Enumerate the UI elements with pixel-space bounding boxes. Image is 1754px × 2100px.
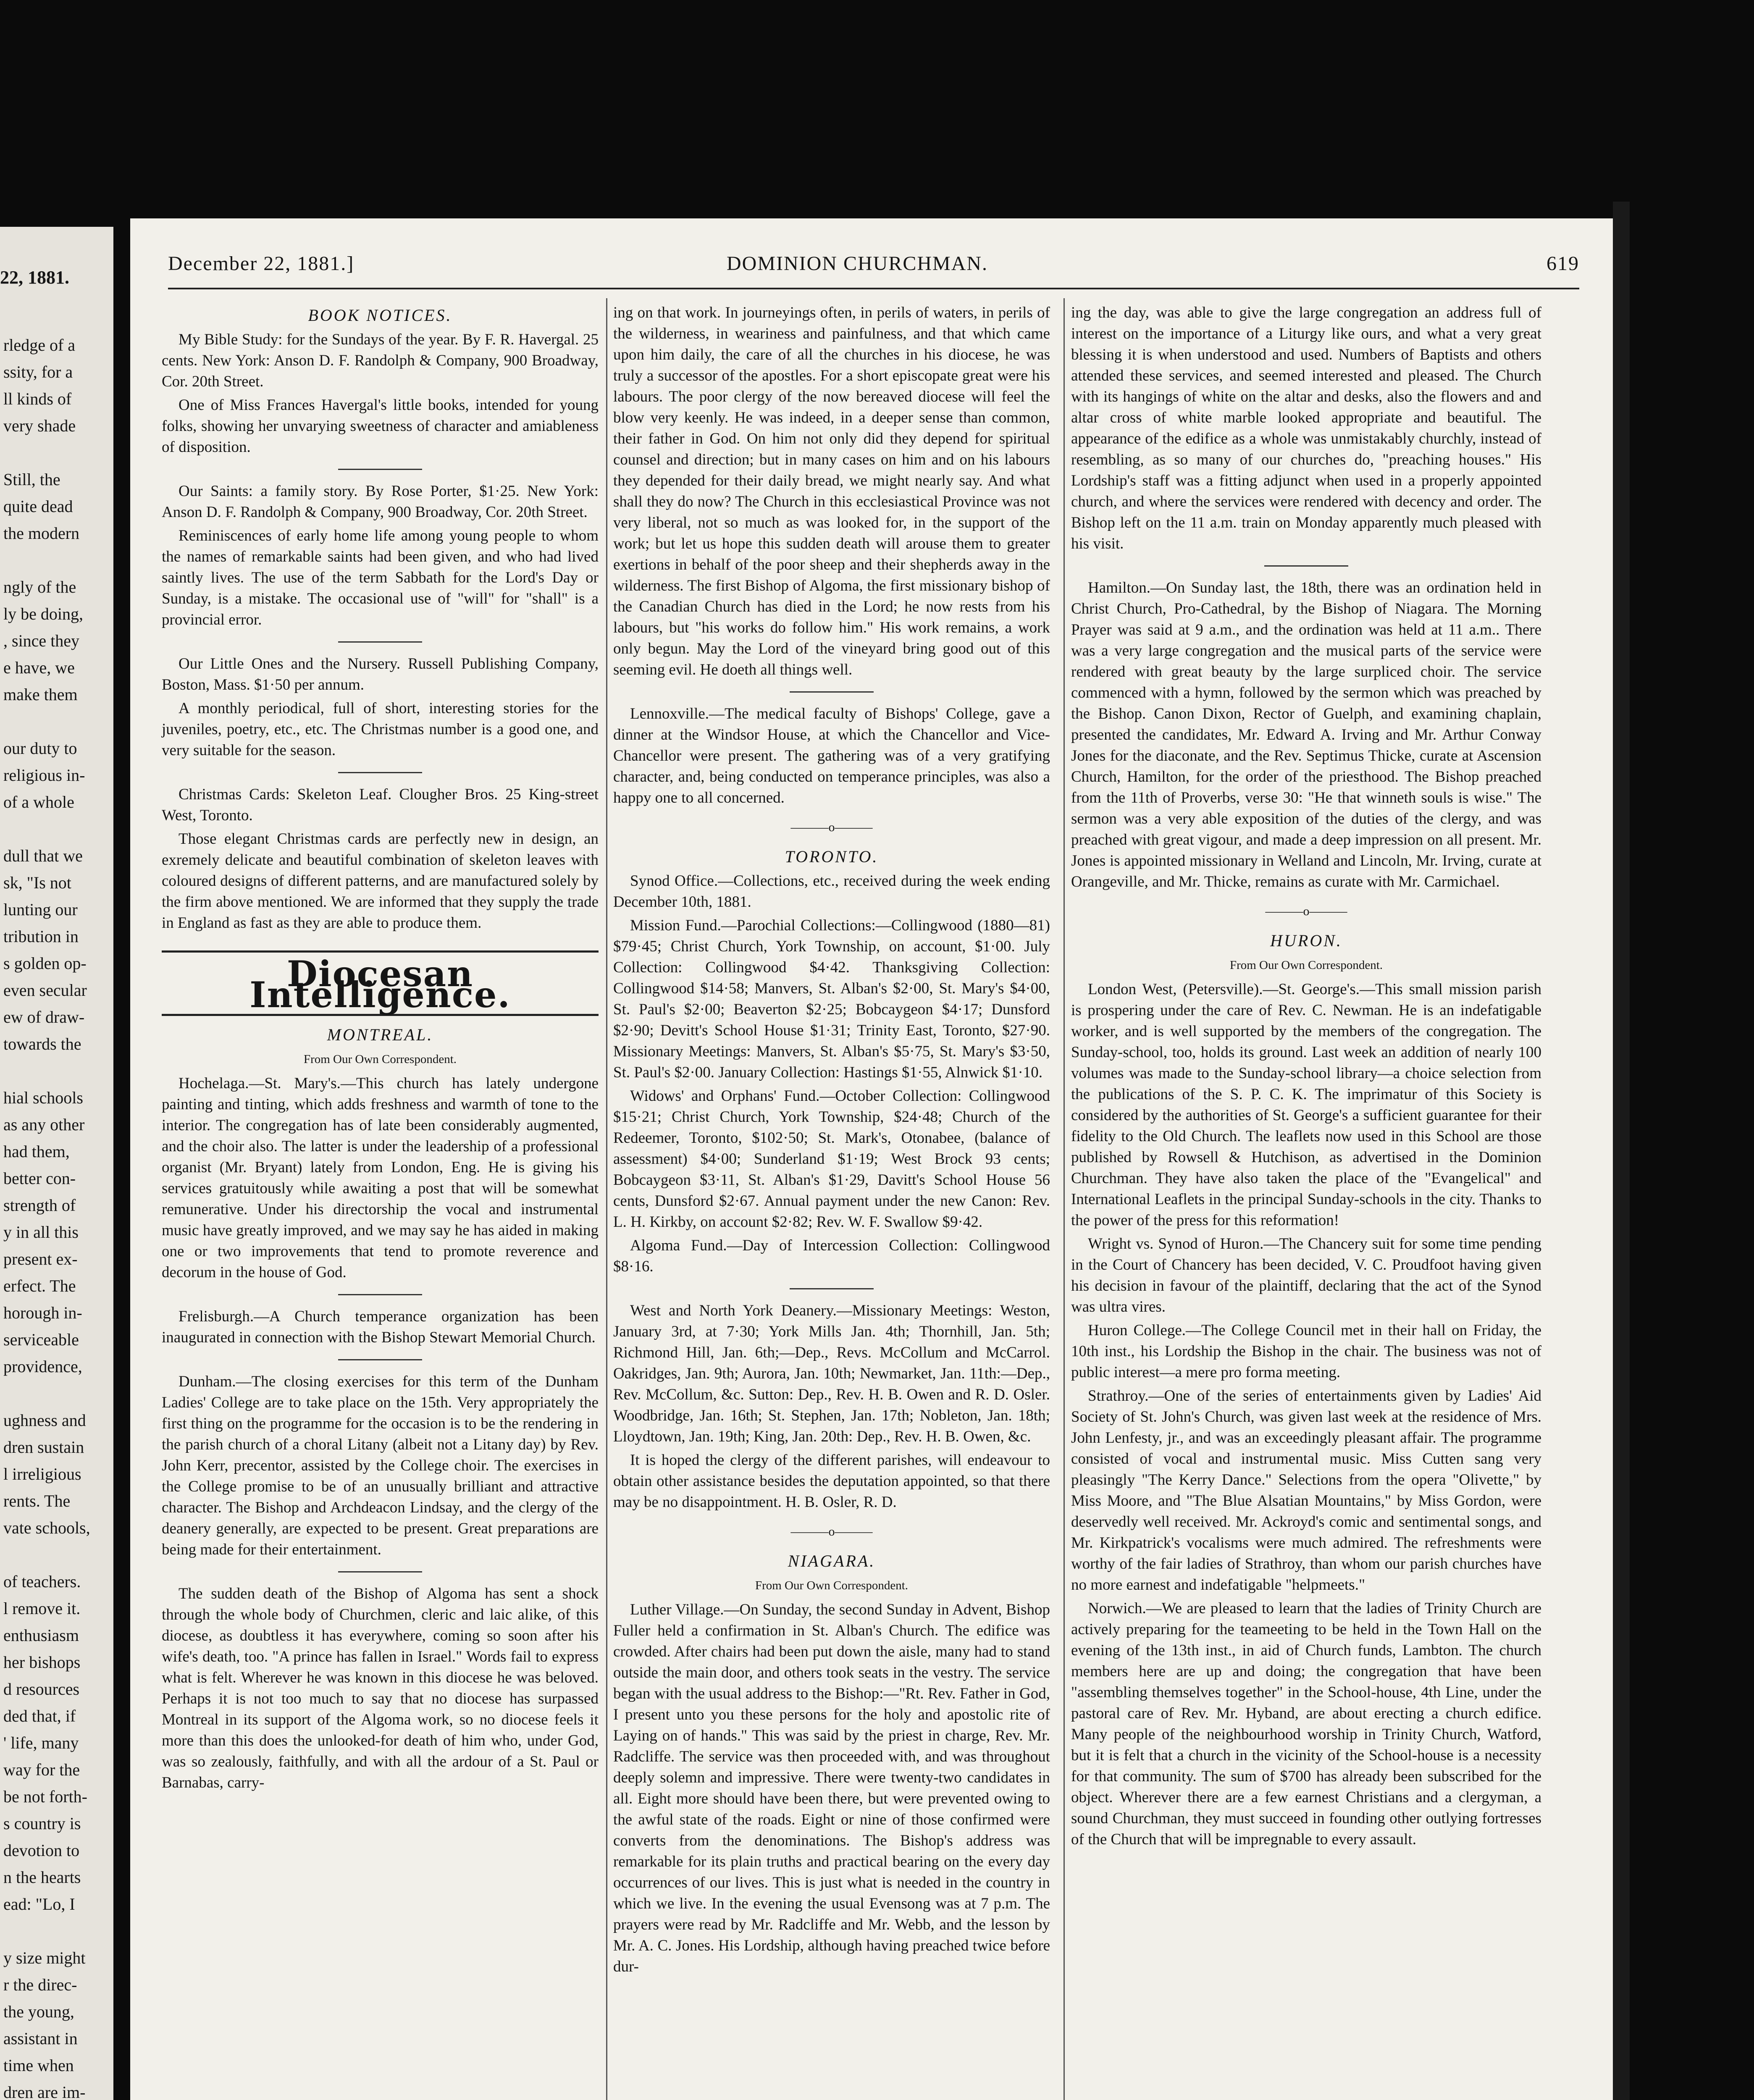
- adjacent-page-line: [3, 1918, 113, 1945]
- adjacent-page-line: her bishops: [3, 1653, 81, 1672]
- adjacent-page-line: as any other: [3, 1115, 85, 1134]
- niagara-continuation: ing the day, was able to give the large congregation an address full of interest on the importance of a Liturgy like ours, and what a very great blessing it is when understood and used. Numbers of Baptists and others attended these services, and seemed interested and pleased. The Church with its hangings of white on the altar and desks, also the flowers and and altar cross of white marble looked appropriate and beautiful. The appearance of the edifice as a whole was unmistakably churchly, instead of resembling, as so many of our churches do, "preaching houses." His Lordship's staff was a fitting adjunct when used in a properly appointed church, and where the services were rendered with decency and order. The Bishop left on the 11 a.m. train on Monday apparently much pleased with his visit.: [1071, 304, 1541, 552]
- adjacent-page-line: sk, "Is not: [3, 873, 71, 892]
- adjacent-page-line: rents. The: [3, 1491, 71, 1510]
- page-number: 619: [1547, 252, 1579, 275]
- adjacent-page-line: vate schools,: [3, 1518, 90, 1537]
- adjacent-page-line: [3, 708, 113, 735]
- book-notice-heading: Our Saints: a family story. By Rose Porter, $1·25. New York: Anson D. F. Randolph & Company, 900 Broadway, Cor. 20th Street.: [162, 483, 599, 521]
- adjacent-page-line: , since they: [3, 631, 80, 650]
- book-notice-body: Reminiscences of early home life among young people to whom the names of remarkable saints had been given, and who had lived saintly lives. The use of the term Sabbath for the Lord's Day or Sunday, is a mistake. The occasional use of "will" for "shall" is a provincial error.: [162, 527, 599, 628]
- adjacent-page-line: lunting our: [3, 900, 78, 919]
- book-notice-heading: My Bible Study: for the Sundays of the year. By F. R. Havergal. 25 cents. New York: Anson D. F. Randolph & Company, 900 Broadway, Cor. 20th Street.: [162, 331, 599, 390]
- book-notice: [162, 784, 599, 934]
- adjacent-page-line: [3, 547, 113, 574]
- huron-byline: From Our Own Correspondent.: [1229, 958, 1383, 972]
- adjacent-page-line: [3, 439, 113, 466]
- adjacent-page-line: very shade: [3, 416, 76, 435]
- divider: [338, 1359, 422, 1360]
- adjacent-page-line: the modern: [3, 524, 80, 543]
- adjacent-page-line: better con-: [3, 1169, 76, 1188]
- algoma-continuation: ing on that work. In journeyings often, in perils of waters, in perils of the wilderness, in weariness and painfulness, and that which came upon him daily, the care of all the churches in his diocese, he was truly a successor of the apostles. For a short episcopate great were his labours. The poor clergy of the now bereaved diocese will feel the blow very keenly. He was indeed, in a deeper sense than common, their father in God. On him not only did they depend for spiritual counsel and direction; but in many cases on him and on his labours they depended for their daily bread, we might nearly say. And what shall they do now? The Church in this ecclesiastical Province was not very liberal, not so much as was looked for, in the support of the work; but let us hope this sudden death will arouse them to greater exertions in behalf of the poor sheep and their shepherds away in the wilderness. The first Bishop of Algoma, the first missionary bishop of the Canadian Church has died in the Lord; he now rests from his labours, but "his works do follow him." His work remains, a work only begun. May the Lord of the vineyard bring good out of this seeming evil. He doeth all things well.: [613, 304, 1050, 678]
- column-divider: [606, 298, 607, 2100]
- adjacent-page-line: ll kinds of: [3, 389, 72, 408]
- adjacent-page-line: make them: [3, 685, 78, 704]
- newspaper-page: [130, 218, 1613, 2100]
- adjacent-page-line: way for the: [3, 1760, 80, 1779]
- adjacent-page-line: even secular: [3, 981, 87, 1000]
- adjacent-page-line: ly be doing,: [3, 604, 83, 623]
- adjacent-page-text: [3, 332, 113, 2100]
- divider: [338, 1571, 422, 1572]
- book-notice: [162, 329, 599, 458]
- adjacent-page-line: time when: [3, 2056, 74, 2075]
- adjacent-page-line: y in all this: [3, 1223, 79, 1242]
- adjacent-page-line: ' life, many: [3, 1733, 79, 1752]
- adjacent-page-line: [3, 1380, 113, 1407]
- divider: [338, 469, 422, 470]
- adjacent-page-line: rledge of a: [3, 336, 76, 354]
- montreal-dunham: Dunham.—The closing exercises for this term of the Dunham Ladies' College are to take place on the 15th. Very appropriately the first thing on the programme for the occasion is to be the rendering in the parish church of a choral Litany (albeit not a Litany day) by Rev. John Kerr, precentor, assisted by the College choir. The exercises in the College promise to be of an unusually brilliant and attractive character. The Bishop and Archdeacon Lindsay, and the clergy of the deanery generally, are expected to be present. Great preparations are being made for their entertainment.: [162, 1373, 599, 1558]
- adjacent-page-line: providence,: [3, 1357, 82, 1376]
- section-ornament: ———o———: [1265, 904, 1347, 918]
- toronto-title: TORONTO.: [785, 847, 879, 866]
- column-3: [1071, 302, 1541, 1853]
- column-1: [162, 302, 599, 1796]
- adjacent-page-line: l remove it.: [3, 1599, 81, 1618]
- adjacent-page-line: religious in-: [3, 766, 85, 785]
- montreal-algoma: The sudden death of the Bishop of Algoma has sent a shock through the whole body of Churchmen, cleric and laic alike, of this diocese, as doubtless it has everywhere, coming so soon after his wife's death, too. "A prince has fallen in Israel." Words fail to express what is felt. Wherever he was known in this diocese he was beloved. Perhaps it is not too much to say that no diocese has surpassed Montreal in its support of the Algoma work, so no diocese feels it more than this does the unlooked-for death of him who, under God, was so zealously, faithfully, and with all the ardour of a St. Paul or Barnabas, carry-: [162, 1585, 599, 1791]
- adjacent-page-line: ew of draw-: [3, 1008, 85, 1026]
- montreal-title: MONTREAL.: [327, 1025, 433, 1044]
- divider: [338, 641, 422, 643]
- adjacent-page-line: n the hearts: [3, 1868, 81, 1887]
- toronto-synod-office: Synod Office.—Collections, etc., received during the week ending December 10th, 1881.: [613, 872, 1050, 911]
- adjacent-page-line: s golden op-: [3, 954, 87, 973]
- adjacent-page-line: strength of: [3, 1196, 76, 1215]
- adjacent-page-line: [3, 816, 113, 843]
- book-notice: [162, 654, 599, 761]
- book-notice-body: A monthly periodical, full of short, interesting stories for the juveniles, poetry, etc., etc. The Christmas number is a good one, and very suitable for the season.: [162, 700, 599, 759]
- running-head: [168, 252, 1579, 281]
- adjacent-page-strip: [0, 227, 113, 2100]
- niagara-title: NIAGARA.: [788, 1551, 876, 1570]
- huron-title: HURON.: [1270, 931, 1342, 950]
- montreal-hochelaga: Hochelaga.—St. Mary's.—This church has lately undergone painting and tinting, which adds freshness and warmth of tone to the interior. The congregation has of late been considerably augmented, and the choir also. The latter is under the leadership of a professional organist (Mr. Bryant) lately from London, Eng. He is giving his services gratuitously while awaiting a post that will be somewhat remunerative. Under his directorship the vocal and instrumental music have greatly improved, and we may say he has aided in making one or two improvements that tend to promote reverence and decorum in the house of God.: [162, 1075, 599, 1281]
- adjacent-page-line: serviceable: [3, 1330, 79, 1349]
- adjacent-page-header: 22, 1881.: [0, 267, 69, 288]
- adjacent-page-line: of teachers.: [3, 1572, 81, 1591]
- book-notice-body: One of Miss Frances Havergal's little books, intended for young folks, showing her unvarying sweetness of character and amiableness of disposition.: [162, 396, 599, 456]
- book-notice: [162, 481, 599, 630]
- adjacent-page-line: present ex-: [3, 1250, 78, 1268]
- adjacent-page-line: our duty to: [3, 739, 77, 758]
- header-rule: [168, 288, 1579, 289]
- toronto-mission-fund: Mission Fund.—Parochial Collections:—Collingwood (1880—81) $79·45; Christ Church, York Township, on account, $1·00. July Collection: Collingwood $4·42. Thanksgiving Collection: Collingwood $14·58; Manvers, St. Alban's $2·00, St. Mary's $4·00, St. Paul's $2·00; Beaverton $2·25; Bobcaygeon $4·17; Dunsford $2·90; Devitt's School House $1·31; Trinity East, Toronto, $27·90. Missionary Meetings: Manvers, St. Alban's $5·75, St. Mary's $3·50, St. Paul's $2·00. January Collection: Hastings $1·55, Alnwick $1·10.: [613, 917, 1050, 1081]
- adjacent-page-line: ngly of the: [3, 578, 76, 596]
- adjacent-page-line: hial schools: [3, 1088, 83, 1107]
- adjacent-page-line: dren sustain: [3, 1438, 84, 1457]
- huron-college: Huron College.—The College Council met in their hall on Friday, the 10th inst., his Lordship the Bishop in the chair. The business was not of public interest—a mere pro forma meeting.: [1071, 1322, 1541, 1381]
- adjacent-page-line: dull that we: [3, 846, 83, 865]
- column-divider: [1063, 298, 1065, 2100]
- toronto-deanery-note: It is hoped the clergy of the different parishes, will endeavour to obtain other assistance besides the deputation appointed, so that there may be no disappointment. H. B. Osler, R. D.: [613, 1452, 1050, 1511]
- adjacent-page-line: be not forth-: [3, 1787, 87, 1806]
- adjacent-page-line: devotion to: [3, 1841, 80, 1860]
- book-notice-body: Those elegant Christmas cards are perfectly new in design, an exremely delicate and beautiful combination of skeleton leaves with coloured designs of different patterns, and are manufactured solely by the firm above mentioned. We are informed that they supply the trade in England as fast as they are able to produce them.: [162, 830, 599, 932]
- toronto-algoma-fund: Algoma Fund.—Day of Intercession Collection: Collingwood $8·16.: [613, 1237, 1050, 1275]
- toronto-widows-fund: Widows' and Orphans' Fund.—October Collection: Collingwood $15·21; Christ Church, York Township, $24·48; Church of the Redeemer, Toronto, $102·50; St. Mark's, Otonabee, (balance of assessment) $4·00; Sunderland $1·19; West Brock 93 cents; Bobcaygeon $3·11, St. Alban's $1·29, Davitt's School House 56 cents, Dunsford $2·67. Annual payment under the new Canon: Rev. L. H. Kirkby, on account $2·82; Rev. W. F. Swallow $9·42.: [613, 1087, 1050, 1231]
- adjacent-page-line: y size might: [3, 1948, 86, 1967]
- adjacent-page-line: Still, the: [3, 470, 60, 489]
- divider: [338, 1294, 422, 1295]
- adjacent-page-line: tribution in: [3, 927, 79, 946]
- book-notices-title: BOOK NOTICES.: [308, 306, 452, 325]
- huron-london-west: London West, (Petersville).—St. George's.—This small mission parish is prospering under the care of Rev. C. Newman. He is an indefatigable worker, and is well supported by the members of the congregation. The Sunday-school, too, holds its ground. Last week an addition of nearly 100 volumes was made to the Sunday-school library—a choice selection from the publications of the S. P. C. K. The imprimatur of this Society is considered by the authorities of St. George's a sufficient guarantee for their fidelity to the Old Church. The leaflets now used in this School are those published by Rowsell & Hutchison, as advertised in the Dominion Churchman. They have also taken the place of the "Evangelical" and International Leaflets in the principal Sunday-schools in the city. Thanks to the power of the press for this reformation!: [1071, 981, 1541, 1229]
- divider: [1264, 565, 1348, 567]
- hamilton-item: Hamilton.—On Sunday last, the 18th, there was an ordination held in Christ Church, Pro-Cathedral, by the Bishop of Niagara. The Morning Prayer was said at 9 a.m., and the ordination was held at 11 a.m.. There was a very large congregation and the musical parts of the service were rendered with great beauty by the large surpliced choir. The service commenced with a hymn, followed by the sermon which was preached by the Bishop. Canon Dixon, Rector of Guelph, and examining chaplain, presented the candidates, Mr. Edward A. Irving and Mr. Arthur Conway Jones for the diaconate, and the Rev. Septimus Thicke, curate at Ascension Church, Hamilton, for the order of the priesthood. The Bishop preached from the 11th of Proverbs, verse 30: "He that winneth souls is wise." The sermon was a very able exposition of the duties of the clergy, and was preached with great vigour, and made a deep impression on all present. Mr. Jones is appointed missionary in Welland and Lincoln, Mr. Irving, curate at Orangeville, and Mr. Thicke, remains as curate with Mr. Carmichael.: [1071, 579, 1541, 890]
- adjacent-page-line: enthusiasm: [3, 1626, 79, 1645]
- lennoxville-item: Lennoxville.—The medical faculty of Bishops' College, gave a dinner at the Windsor House, at which the Chancellor and Vice-Chancellor were present. The gathering was of a very gratifying character, and, being conducted on temperance principles, was also a happy one to all concerned.: [613, 705, 1050, 806]
- adjacent-page-line: horough in-: [3, 1303, 82, 1322]
- huron-strathroy: Strathroy.—One of the series of entertainments given by Ladies' Aid Society of St. John's Church, was given last week at the residence of Mrs. John Lenfesty, jr., and was an exceedingly pleasant affair. The programme consisted of vocal and instrumental music. Miss Cutten sang very pleasingly "The Kerry Dance." Selections from the opera "Olivette," by Miss Moore, and "The Blue Alsatian Mountains," by Miss Gordon, were deservedly well received. Mr. Ackroyd's comic and sentimental songs, and Mr. Kirkpatrick's vocalisms were much admired. The refreshments were worthy of the fair ladies of Strathroy, than whom our parish churches have no more earnest and indefatigable "helpmeets.": [1071, 1387, 1541, 1593]
- diocesan-intelligence-banner: Diocesan Intelligence.: [162, 950, 599, 1016]
- adjacent-page-line: s country is: [3, 1814, 81, 1833]
- adjacent-page-line: the young,: [3, 2002, 74, 2021]
- header-title: DOMINION CHURCHMAN.: [727, 252, 988, 275]
- adjacent-page-line: ssity, for a: [3, 362, 73, 381]
- adjacent-page-line: ded that, if: [3, 1706, 76, 1725]
- huron-norwich: Norwich.—We are pleased to learn that the ladies of Trinity Church are actively preparing for the teameeting to be held in the Town Hall on the evening of the 13th inst., in aid of Church funds, Lambton. The church members here are up and doing; the congregation that have been "assembling themselves together" in the School-house, 4th Line, under the pastoral care of Rev. Mr. Hyband, are about erecting a church edifice. Many people of the neighbourhood worship in Trinity Church, Watford, but it is felt that a church in the vicinity of the School-house is a necessity for that community. The sum of $700 has already been subscribed for the object. Wherever there are a few earnest Christians and a clergyman, a sound Churchman, they must succeed in founding other outlying fortresses of the Church that will be impregnable to every assault.: [1071, 1600, 1541, 1848]
- niagara-luther-village: Luther Village.—On Sunday, the second Sunday in Advent, Bishop Fuller held a confirmation in St. Alban's Church. The edifice was crowded. After chairs had been put down the aisle, many had to stand outside the main door, and others took seats in the vestry. The service began with the usual address to the Bishop:—"Rt. Rev. Father in God, I present unto you these persons for the holy and apostolic rite of Laying on of hands." This was said by the priest in charge, Rev. Mr. Radcliffe. The service was then proceeded with, and was throughout deeply solemn and impressive. There were twenty-two candidates in all. Eight more should have been there, but were prevented owing to the awful state of the roads. Eight or nine of those confirmed were converts from the denominations. The Bishop's address was remarkable for its plain truths and practical bearing on the every day occurrences of our lives. This is just what is needed in the country in which we live. In the evening the usual Evensong was at 7 p.m. The prayers were read by Mr. Radcliffe and Mr. Webb, and the lesson by Mr. A. C. Jones. His Lordship, although having preached twice before dur-: [613, 1601, 1050, 1975]
- adjacent-page-line: r the direc-: [3, 1975, 77, 1994]
- divider: [790, 691, 874, 693]
- montreal-byline: From Our Own Correspondent.: [303, 1053, 457, 1066]
- book-notice-heading: Christmas Cards: Skeleton Leaf. Clougher Bros. 25 King-street West, Toronto.: [162, 786, 599, 824]
- adjacent-page-line: assistant in: [3, 2029, 78, 2048]
- adjacent-page-line: towards the: [3, 1034, 81, 1053]
- niagara-byline: From Our Own Correspondent.: [755, 1579, 909, 1592]
- montreal-frelisburgh: Frelisburgh.—A Church temperance organization has been inaugurated in connection with the Bishop Stewart Memorial Church.: [162, 1308, 599, 1346]
- adjacent-page-line: quite dead: [3, 497, 73, 516]
- section-ornament: ———o———: [790, 1525, 873, 1538]
- adjacent-page-line: had them,: [3, 1142, 70, 1161]
- divider: [790, 1288, 874, 1289]
- adjacent-page-line: erfect. The: [3, 1276, 76, 1295]
- adjacent-page-line: ughness and: [3, 1411, 86, 1430]
- adjacent-page-line: ead: "Lo, I: [3, 1895, 75, 1914]
- adjacent-page-line: dren are im-: [3, 2083, 86, 2100]
- huron-wright-synod: Wright vs. Synod of Huron.—The Chancery suit for some time pending in the Court of Chancery has been decided, V. C. Proudfoot having given his decision in favour of the plaintiff, declaring that the act of the Synod was ultra vires.: [1071, 1235, 1541, 1315]
- adjacent-page-line: e have, we: [3, 658, 75, 677]
- adjacent-page-line: of a whole: [3, 793, 74, 811]
- adjacent-page-line: [3, 1058, 113, 1084]
- book-notice-heading: Our Little Ones and the Nursery. Russell Publishing Company, Boston, Mass. $1·50 per annum.: [162, 655, 599, 693]
- divider: [338, 772, 422, 773]
- adjacent-page-line: l irreligious: [3, 1465, 81, 1483]
- page-edge-shadow: [1613, 202, 1630, 2100]
- toronto-deanery: West and North York Deanery.—Missionary Meetings: Weston, January 3rd, at 7·30; York Mills Jan. 4th; Thornhill, Jan. 5th; Richmond Hill, Jan. 6th;—Dep., Revs. McCollum and McCarrol. Oakridges, Jan. 9th; Aurora, Jan. 10th; Newmarket, Jan. 11th:—Dep., Rev. McCollum, &c. Sutton: Dep., Rev. H. B. Owen and R. D. Osler. Woodbridge, Jan. 16th; St. Stephen, Jan. 17th; Nobleton, Jan. 18th; Lloydtown, Jan. 19th; King, Jan. 20th: Dep., Rev. H. B. Owen, &c.: [613, 1302, 1050, 1445]
- section-ornament: ———o———: [790, 820, 873, 834]
- adjacent-page-line: [3, 1541, 113, 1568]
- header-date: December 22, 1881.]: [168, 252, 354, 275]
- column-2: [613, 302, 1050, 1980]
- adjacent-page-line: d resources: [3, 1680, 80, 1698]
